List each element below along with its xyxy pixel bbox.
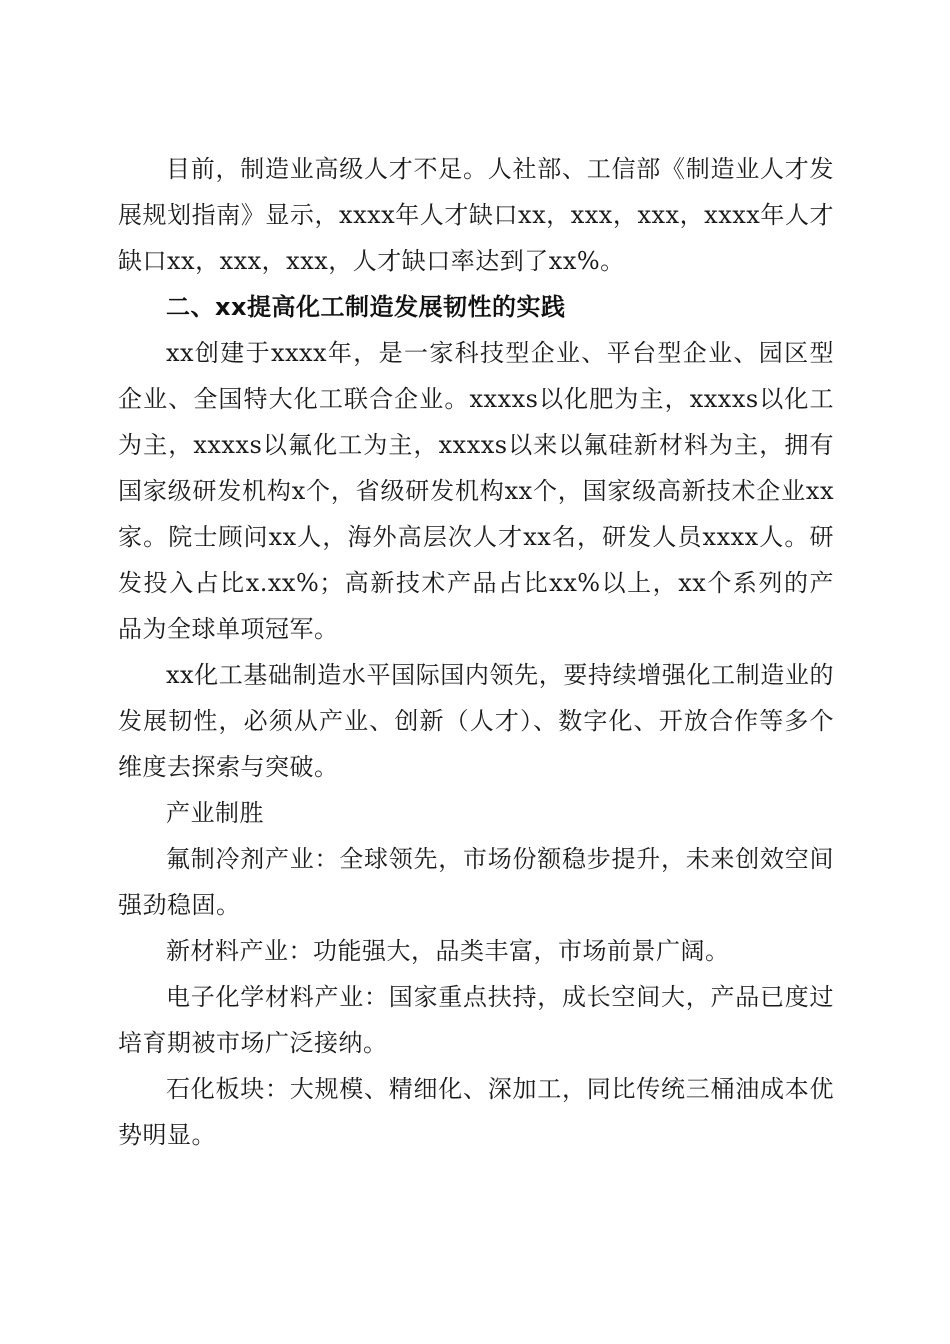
paragraph-electronic-chemicals: 电子化学材料产业：国家重点扶持，成长空间大，产品已度过培育期被市场广泛接纳。 (118, 983, 834, 1057)
paragraph-resilience: xx化工基础制造水平国际国内领先，要持续增强化工制造业的发展韧性，必须从产业、创新（人才）、数字化、开放合作等多个维度去探索与突破。 (118, 661, 834, 781)
paragraph-refrigerant: 氟制冷剂产业：全球领先，市场份额稳步提升，未来创效空间强劲稳固。 (118, 845, 834, 919)
subheading-industry: 产业制胜 (166, 799, 264, 827)
paragraph-talent-shortage: 目前，制造业高级人才不足。人社部、工信部《制造业人才发展规划指南》显示，xxxx年人才缺口xx，xxx，xxx，xxxx年人才缺口xx，xxx，xxx，人才缺口率达到了xx%。 (118, 155, 834, 275)
paragraph-company-overview: xx创建于xxxx年，是一家科技型企业、平台型企业、园区型企业、全国特大化工联合企业。xxxxs以化肥为主，xxxxs以化工为主，xxxxs以氟化工为主，xxxxs以来以氟硅新材料为主，拥有国家级研发机构x个，省级研发机构xx个，国家级高新技术企业xx家。院士顾问xx人，海外高层次人才xx名，研发人员xxxx人。研发投入占比x.xx%；高新技术产品占比xx%以上，xx个系列的产品为全球单项冠军。 (118, 339, 834, 643)
paragraph-new-materials: 新材料产业：功能强大，品类丰富，市场前景广阔。 (166, 937, 730, 965)
paragraph-petrochemical: 石化板块：大规模、精细化、深加工，同比传统三桶油成本优势明显。 (118, 1075, 834, 1149)
document-body (118, 146, 834, 1158)
section-heading: 二、xx提高化工制造发展韧性的实践 (166, 293, 566, 321)
